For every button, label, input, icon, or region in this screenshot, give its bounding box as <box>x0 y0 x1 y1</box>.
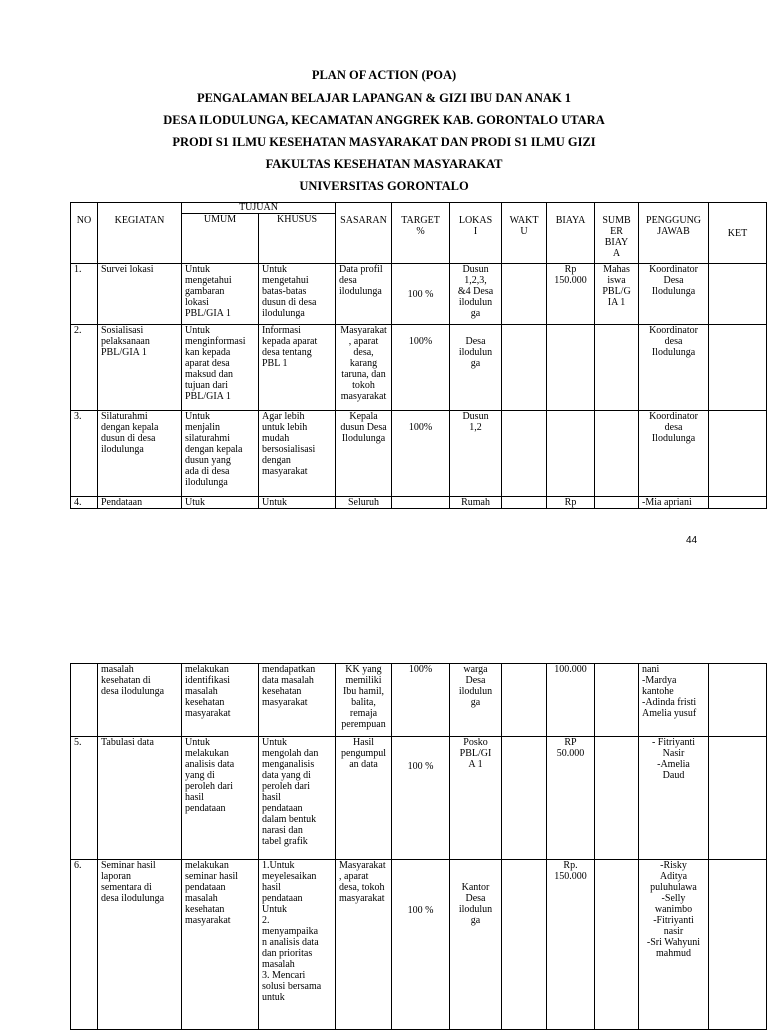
cell-lokasi: warga Desa ilodulun ga <box>450 664 502 737</box>
cell-waktu <box>502 737 547 860</box>
cell-sasaran: Data profil desa ilodulunga <box>336 264 392 325</box>
page-number: 44 <box>686 535 698 546</box>
cell-target: 100% <box>392 411 450 497</box>
cell-biaya <box>547 411 595 497</box>
cell-target: 100 % <box>392 737 450 860</box>
cell-biaya: Rp. 150.000 <box>547 860 595 1030</box>
header-sumber-biaya: SUMB ER BIAY A <box>595 203 639 264</box>
cell-no <box>71 664 98 737</box>
cell-sumber-biaya <box>595 411 639 497</box>
cell-penanggung-jawab: Koordinator desa Ilodulunga <box>639 411 709 497</box>
cell-waktu <box>502 860 547 1030</box>
table-row <box>71 411 767 497</box>
cell-kegiatan: masalah kesehatan di desa ilodulunga <box>98 664 182 737</box>
header-biaya: BIAYA <box>547 203 595 264</box>
cell-biaya <box>547 325 595 411</box>
cell-lokasi: Kantor Desa ilodulun ga <box>450 860 502 1030</box>
header-target: TARGET % <box>392 203 450 264</box>
cell-kegiatan: Pendataan <box>98 497 182 509</box>
cell-kegiatan: Silaturahmi dengan kepala dusun di desa ilodulunga <box>98 411 182 497</box>
cell-khusus: Untuk mengetahui batas-batas dusun di desa ilodulunga <box>259 264 336 325</box>
cell-ket <box>709 264 767 325</box>
cell-no: 4. <box>71 497 98 509</box>
cell-sumber-biaya: Mahas iswa PBL/G IA 1 <box>595 264 639 325</box>
doc-subtitle-3: PRODI S1 ILMU KESEHATAN MASYARAKAT DAN PRODI S1 ILMU GIZI <box>172 135 596 149</box>
cell-umum: melakukan identifikasi masalah kesehatan masyarakat <box>182 664 259 737</box>
cell-sasaran: Masyarakat , aparat desa, tokoh masyarakat <box>336 860 392 1030</box>
cell-kegiatan: Tabulasi data <box>98 737 182 860</box>
cell-umum: melakukan seminar hasil pendataan masalah kesehatan masyarakat <box>182 860 259 1030</box>
cell-biaya: Rp 150.000 <box>547 264 595 325</box>
cell-sasaran: Masyarakat , aparat desa, karang taruna, dan tokoh masyarakat <box>336 325 392 411</box>
cell-khusus: Untuk <box>259 497 336 509</box>
cell-biaya: RP 50.000 <box>547 737 595 860</box>
table-row <box>71 497 767 509</box>
cell-lokasi: Dusun 1,2,3, &4 Desa ilodulun ga <box>450 264 502 325</box>
cell-ket <box>709 664 767 737</box>
table-row <box>71 737 767 860</box>
cell-kegiatan: Seminar hasil laporan sementara di desa ilodulunga <box>98 860 182 1030</box>
doc-subtitle-2: DESA ILODULUNGA, KECAMATAN ANGGREK KAB. GORONTALO UTARA <box>163 113 605 127</box>
table-row <box>71 325 767 411</box>
header-umum: UMUM <box>182 214 259 264</box>
cell-penanggung-jawab: Koordinator Desa Ilodulunga <box>639 264 709 325</box>
cell-no: 2. <box>71 325 98 411</box>
header-tujuan: TUJUAN <box>182 203 336 214</box>
header-lokasi: LOKAS I <box>450 203 502 264</box>
cell-ket <box>709 860 767 1030</box>
cell-penanggung-jawab: -Mia apriani <box>639 497 709 509</box>
cell-no: 3. <box>71 411 98 497</box>
cell-umum: Untuk menjalin silaturahmi dengan kepala dusun yang ada di desa ilodulunga <box>182 411 259 497</box>
cell-waktu <box>502 497 547 509</box>
cell-umum: Untuk melakukan analisis data yang di peroleh dari hasil pendataan <box>182 737 259 860</box>
cell-kegiatan: Sosialisasi pelaksanaan PBL/GIA 1 <box>98 325 182 411</box>
cell-penanggung-jawab: -Risky Aditya puluhulawa -Selly wanimbo -Fitriyanti nasir -Sri Wahyuni mahmud <box>639 860 709 1030</box>
cell-no: 1. <box>71 264 98 325</box>
cell-target <box>392 497 450 509</box>
header-no: NO <box>71 203 98 264</box>
cell-target: 100 % <box>392 264 450 325</box>
cell-penanggung-jawab: nani -Mardya kantohe -Adinda fristi Amelia yusuf <box>639 664 709 737</box>
poa-table-page1 <box>70 202 767 509</box>
cell-umum: Untuk menginformasi kan kepada aparat desa maksud dan tujuan dari PBL/GIA 1 <box>182 325 259 411</box>
cell-umum: Utuk <box>182 497 259 509</box>
cell-khusus: mendapatkan data masalah kesehatan masyarakat <box>259 664 336 737</box>
cell-lokasi: Rumah <box>450 497 502 509</box>
table-row <box>71 264 767 325</box>
header-waktu: WAKT U <box>502 203 547 264</box>
cell-sumber-biaya <box>595 325 639 411</box>
cell-sumber-biaya <box>595 664 639 737</box>
table-row <box>71 860 767 1030</box>
cell-khusus: Informasi kepada aparat desa tentang PBL 1 <box>259 325 336 411</box>
cell-sumber-biaya <box>595 737 639 860</box>
cell-sumber-biaya <box>595 497 639 509</box>
cell-lokasi: Desa ilodulun ga <box>450 325 502 411</box>
cell-sumber-biaya <box>595 860 639 1030</box>
cell-ket <box>709 411 767 497</box>
cell-target: 100% <box>392 325 450 411</box>
cell-waktu <box>502 264 547 325</box>
cell-khusus: Untuk mengolah dan menganalisis data yang di peroleh dari hasil pendataan dalam bentuk narasi dan tabel grafik <box>259 737 336 860</box>
cell-sasaran: Seluruh <box>336 497 392 509</box>
cell-lokasi: Dusun 1,2 <box>450 411 502 497</box>
cell-penanggung-jawab: Koordinator desa Ilodulunga <box>639 325 709 411</box>
doc-subtitle-5: UNIVERSITAS GORONTALO <box>299 179 469 193</box>
doc-subtitle-1: PENGALAMAN BELAJAR LAPANGAN & GIZI IBU DAN ANAK 1 <box>196 91 572 105</box>
cell-target: 100% <box>392 664 450 737</box>
cell-sasaran: Kepala dusun Desa Ilodulunga <box>336 411 392 497</box>
cell-kegiatan: Survei lokasi <box>98 264 182 325</box>
cell-no: 5. <box>71 737 98 860</box>
cell-ket <box>709 737 767 860</box>
cell-biaya: Rp <box>547 497 595 509</box>
cell-waktu <box>502 664 547 737</box>
doc-title: PLAN OF ACTION (POA) <box>311 68 457 82</box>
cell-no: 6. <box>71 860 98 1030</box>
cell-umum: Untuk mengetahui gambaran lokasi PBL/GIA 1 <box>182 264 259 325</box>
header-ket: KET <box>709 203 767 264</box>
cell-penanggung-jawab: - Fitriyanti Nasir -Amelia Daud <box>639 737 709 860</box>
cell-lokasi: Posko PBL/GI A 1 <box>450 737 502 860</box>
cell-khusus: 1.Untuk meyelesaikan hasil pendataan Untuk 2. menyampaika n analisis data dan prioritas masalah 3. Mencari solusi bersama untuk <box>259 860 336 1030</box>
doc-subtitle-4: FAKULTAS KESEHATAN MASYARAKAT <box>265 157 503 171</box>
cell-waktu <box>502 325 547 411</box>
cell-ket <box>709 497 767 509</box>
header-sasaran: SASARAN <box>336 203 392 264</box>
cell-ket <box>709 325 767 411</box>
cell-target: 100 % <box>392 860 450 1030</box>
cell-waktu <box>502 411 547 497</box>
header-kegiatan: KEGIATAN <box>98 203 182 264</box>
cell-sasaran: Hasil pengumpul an data <box>336 737 392 860</box>
header-khusus: KHUSUS <box>259 214 336 264</box>
table-row <box>71 664 767 737</box>
cell-biaya: 100.000 <box>547 664 595 737</box>
cell-sasaran: KK yang memiliki Ibu hamil, balita, remaja perempuan <box>336 664 392 737</box>
header-penanggung-jawab: PENGGUNG JAWAB <box>639 203 709 264</box>
cell-khusus: Agar lebih untuk lebih mudah bersosialisasi dengan masyarakat <box>259 411 336 497</box>
poa-table-page2 <box>70 663 767 1030</box>
